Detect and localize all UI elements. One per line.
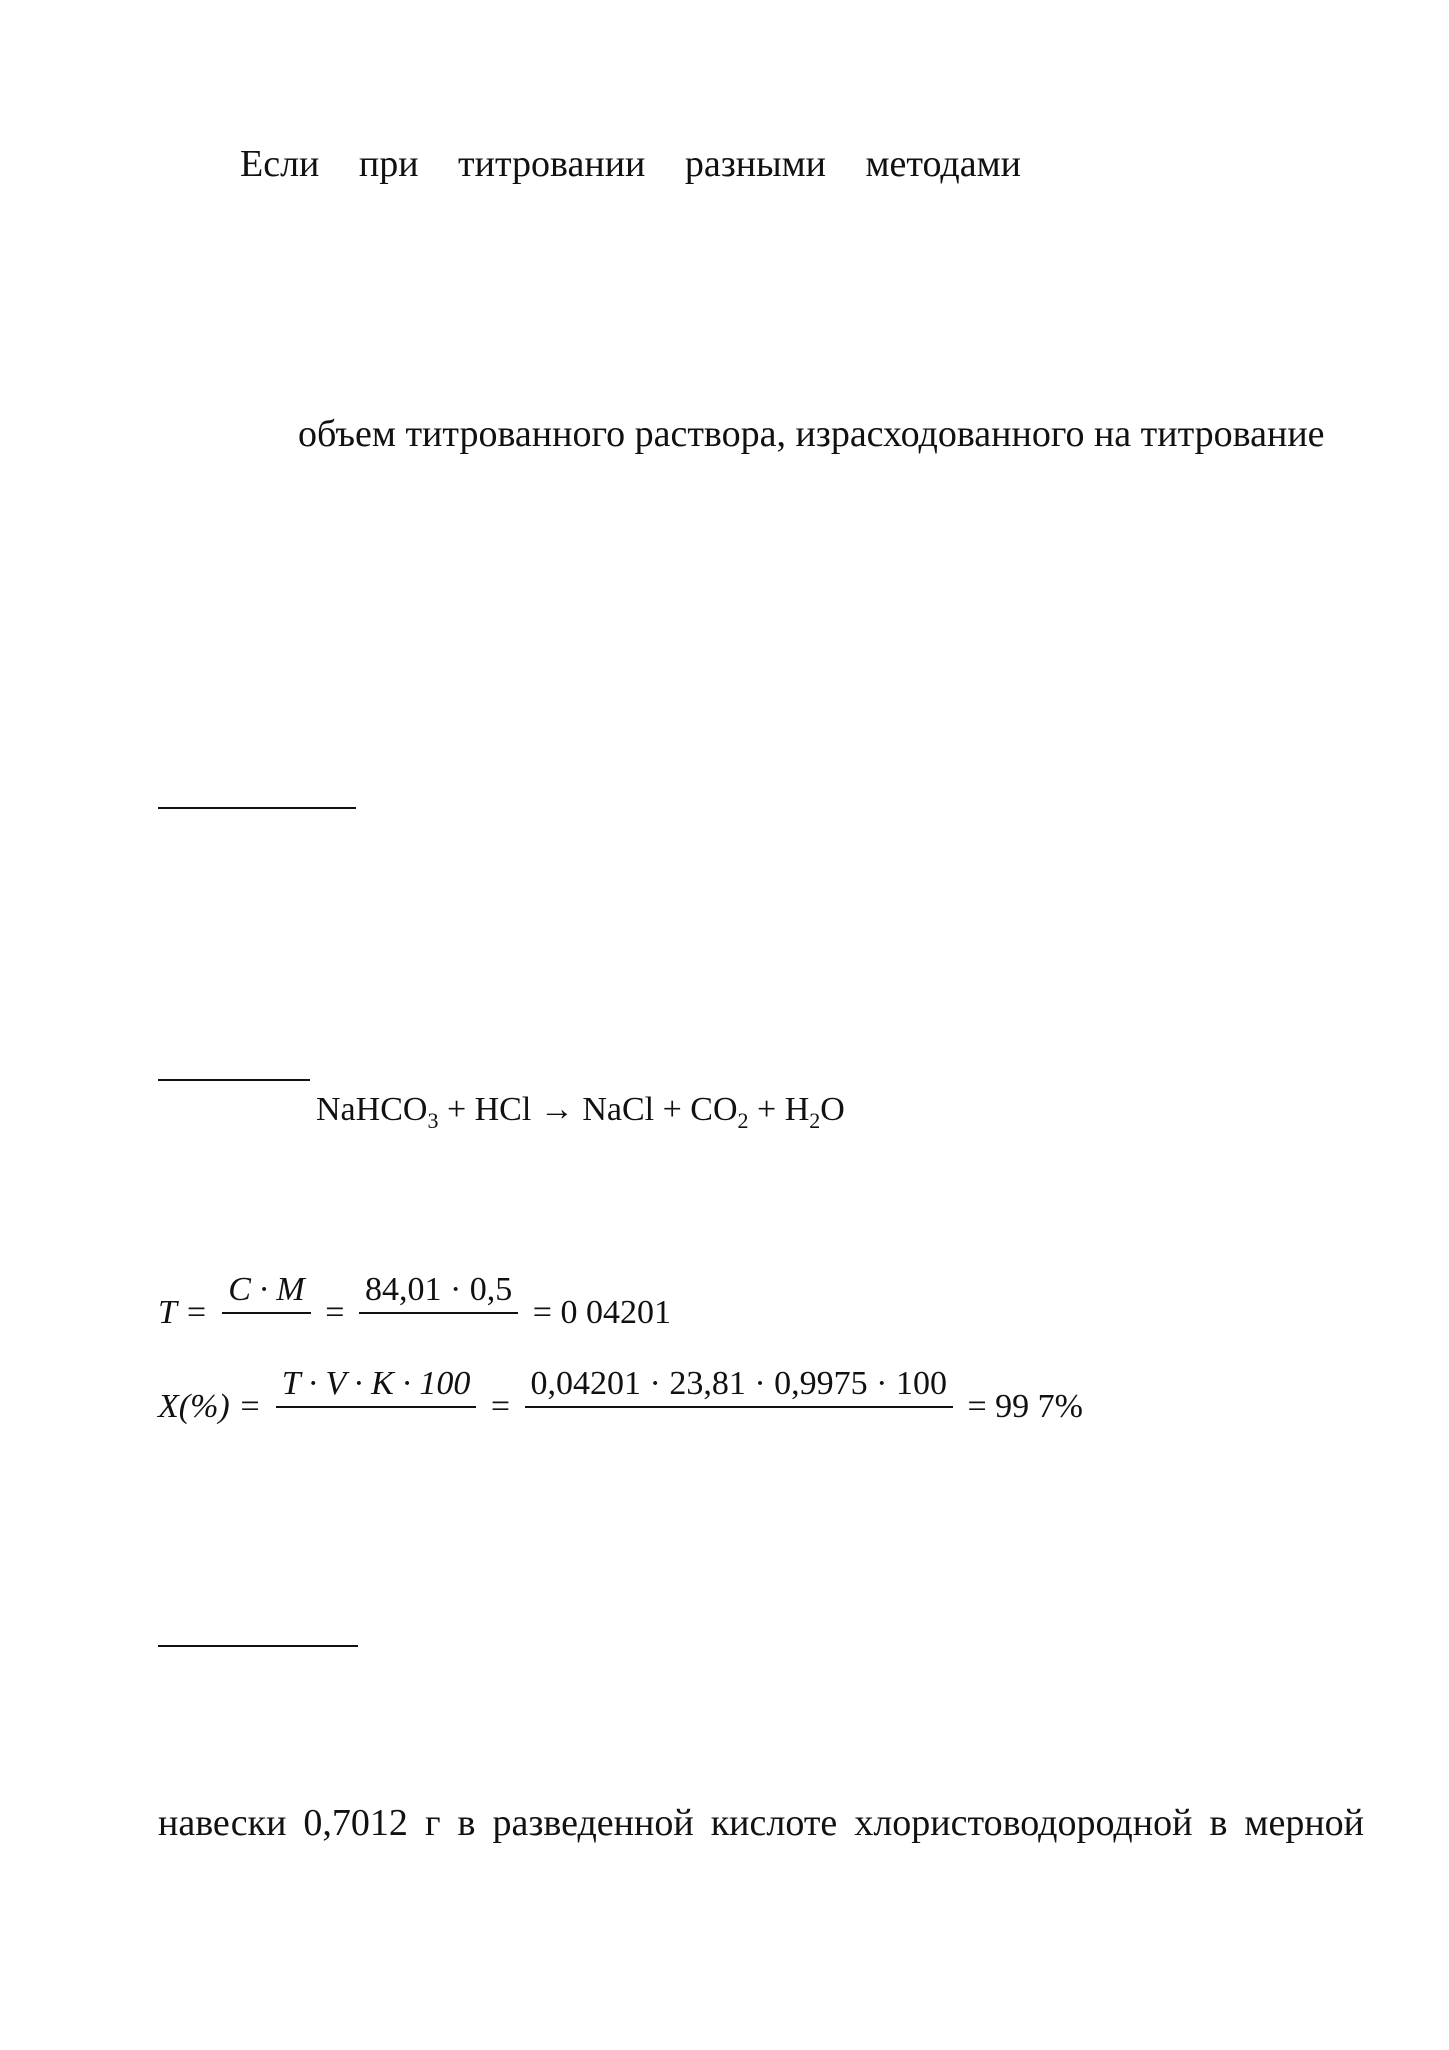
footnote-separator-3	[158, 1645, 358, 1647]
paragraph-line-3: навески 0,7012 г в разведенной кислоте хлористоводородной в мерной	[158, 1802, 1364, 1844]
formula-percent	[158, 1362, 1083, 1452]
plus-sign: +	[662, 1091, 682, 1128]
reaction-arrow: →	[539, 1091, 574, 1128]
paragraph-line-2: объем титрованного раствора, израсходованного на титрование	[298, 413, 1325, 455]
formula-titer	[158, 1268, 671, 1358]
formula-result: = 99 7%	[967, 1388, 1083, 1425]
fraction-numerator: C · M	[228, 1271, 305, 1308]
paragraph-line-1: Если при титровании разными методами	[240, 143, 1022, 185]
reactant-hcl: HCl	[474, 1091, 532, 1128]
fraction-values	[525, 1362, 953, 1452]
fraction-numerator: 0,04201 · 23,81 · 0,9975 · 100	[525, 1362, 953, 1408]
plus-sign: +	[757, 1091, 777, 1128]
fraction-c-m	[222, 1268, 311, 1358]
formula-lhs: X(%) =	[158, 1388, 262, 1425]
equals-sign: =	[325, 1294, 345, 1331]
fraction-tvk	[276, 1362, 477, 1452]
footnote-separator-1	[158, 807, 356, 809]
reactant-nahco3: NaHCO$_3$	[316, 1091, 439, 1133]
product-nacl: NaCl	[582, 1091, 655, 1128]
product-h2o: $H_2O$	[784, 1091, 845, 1133]
fraction-values	[359, 1268, 518, 1358]
equals-sign: =	[490, 1388, 511, 1425]
formula-lhs: T =	[158, 1294, 208, 1331]
footnote-separator-2	[158, 1079, 310, 1081]
fraction-numerator: 84,01 · 0,5	[359, 1268, 518, 1314]
product-co2: $CO_2$	[690, 1091, 749, 1133]
reaction-equation	[316, 1090, 845, 1133]
plus-sign: +	[446, 1091, 467, 1128]
fraction-numerator: T · V · K · 100	[281, 1365, 471, 1402]
formula-result: = 0 04201	[532, 1294, 671, 1331]
